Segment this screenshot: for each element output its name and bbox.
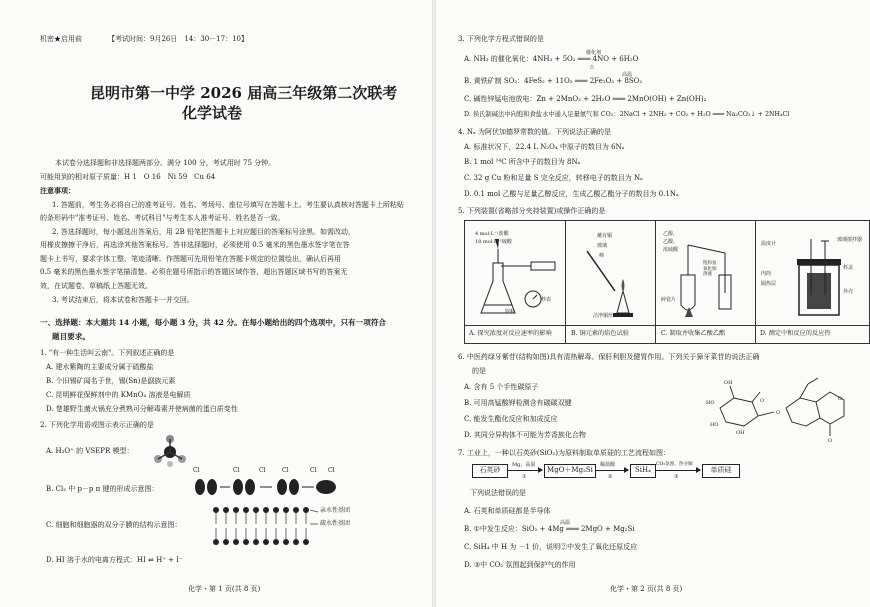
q6-stem: 6. 中医药绿牙紫苷(结构如图)具有清热解毒、保肝利胆及健胃作用。下列关于獐牙菜苷的说法正确 bbox=[458, 353, 760, 361]
q2-stem: 2. 下列化学用语或图示表示正确的是 bbox=[40, 421, 154, 429]
q5d-label-4: 内筒 bbox=[761, 271, 772, 277]
note-2b: 用橡皮擦擦干净后，再选涂其他答案标号。答非选择题时，必须使用 0.5 毫米的黑色墨水签字笔在答 bbox=[40, 241, 350, 249]
q4-stem: 4. Nₐ 为阿伏加德罗常数的值。下列说法正确的是 bbox=[458, 128, 611, 136]
q3-option-b: B. 黄铁矿制 SO₂：4FeS₂ + 11O₂ ═══ 2Fe₂O₃ + 8SO₂ bbox=[464, 77, 643, 85]
hydrophilic-label: 亲水性基团 bbox=[320, 507, 351, 514]
section-1-line-2: 题目要求。 bbox=[52, 332, 90, 341]
flow-step-3-num: ③ bbox=[674, 474, 679, 480]
q3-a-condition-bottom: △ bbox=[590, 64, 594, 70]
cl-label-4: Cl bbox=[282, 467, 289, 474]
q5d-label-3: 杯盖 bbox=[843, 265, 854, 271]
struct-label-oh-1: OH bbox=[724, 380, 733, 386]
intro-line-1: 本试卷分选择题和非选择题两部分。满分 100 分，考试用时 75 分钟。 bbox=[55, 159, 276, 167]
q2-option-c: C. 细胞和细胞器的双分子膜的结构示意图： bbox=[46, 521, 182, 529]
q5a-label-1: 4 mol·L⁻¹盐酸 bbox=[475, 231, 509, 237]
pi-bond-diagram bbox=[190, 472, 350, 498]
q1-option-a: A. 建水紫陶的主要成分属于硫酸盐 bbox=[46, 363, 154, 371]
q7-subheading: 下列说法错误的是 bbox=[470, 489, 526, 497]
flow-step-1-cond: Mg，高温 bbox=[512, 462, 536, 468]
q5c-label-5: 饱和氢氧化钠溶液 bbox=[703, 261, 717, 277]
struct-label-o-1: O bbox=[760, 398, 765, 404]
calorimeter-apparatus bbox=[781, 235, 865, 321]
q5d-label-2: 玻璃搅拌器 bbox=[837, 237, 863, 243]
footer-page-2: 化学・第 2 页(共 8 页) bbox=[610, 585, 683, 593]
q7-option-c: C. SiH₄ 中 H 为 －1 价，说明②中发生了氧化还原反应 bbox=[464, 543, 638, 551]
flow-step-2-cond: 稀盐酸 bbox=[600, 462, 616, 468]
q4-option-a: A. 标准状况下，22.4 L N₂O₄ 中原子的数目为 6Nₐ bbox=[464, 143, 625, 151]
q6-option-c: C. 能发生酯化反应和加成反应 bbox=[464, 415, 558, 423]
q4-option-c: C. 32 g Cu 粉和足量 S 完全反应，转移电子的数目为 Nₐ bbox=[464, 174, 643, 182]
q4-option-d: D. 0.1 mol 乙酸与足量乙醇反应，生成乙酸乙酯分子的数目为 0.1Nₐ bbox=[464, 190, 679, 198]
struct-label-oh-2: OH bbox=[736, 430, 745, 436]
flow-step-1-num: ① bbox=[522, 474, 527, 480]
q6-stem-cont: 的是 bbox=[472, 367, 486, 375]
q3-a-condition-top: 催化剂 bbox=[586, 50, 602, 56]
exam-subtitle: 化学试卷 bbox=[182, 104, 243, 122]
q5c-label-3: 浓硫酸 bbox=[663, 247, 679, 253]
q7-stem: 7. 工业上，一种以石英砂(SiO₂)为原料制取单质硅的工艺流程如图： bbox=[458, 449, 670, 457]
struct-label-o-4: O bbox=[828, 438, 833, 444]
q7-option-a: A. 石英和单质硅都是半导体 bbox=[464, 507, 551, 515]
q5-apparatus-table bbox=[464, 220, 870, 344]
q5a-label-2: 18 mol·L⁻¹硫酸 bbox=[475, 239, 512, 245]
q5d-label-5: 隔热层 bbox=[761, 281, 777, 287]
q2-option-a: A. H₃O⁺ 的 VSEPR 模型： bbox=[46, 447, 134, 455]
q3-stem: 3. 下列化学方程式错误的是 bbox=[458, 35, 544, 43]
cl-label-2: Cl bbox=[233, 467, 240, 474]
page-fold bbox=[432, 0, 436, 607]
q5a-label-3: 锌粒 bbox=[505, 309, 516, 315]
q7-b-condition: 高温 bbox=[560, 520, 571, 526]
note-1b: 的条形码中"准考证号、姓名、考试科目"与考生本人准考证号、姓名是否一致。 bbox=[40, 214, 285, 222]
note-3: 3. 考试结束后，将本试卷和答题卡一并交回。 bbox=[52, 296, 194, 304]
intro-line-2: 可能用到的相对原子质量：H 1 O 16 Ni 59 Cu 64 bbox=[40, 173, 216, 181]
flow-quartz-sand: 石英砂 bbox=[472, 464, 508, 478]
flow-arrow-3 bbox=[656, 470, 700, 471]
exam-time: 【考试时间：9月26日 14：30－17：10】 bbox=[108, 35, 248, 43]
notes-heading: 注意事项： bbox=[40, 186, 75, 195]
q5-caption-row bbox=[465, 325, 869, 326]
q5b-label-2: 玻璃 bbox=[597, 243, 608, 249]
note-1a: 1. 答题前，考生务必将自己的准考证号、姓名、考场号、座位号填写在答题卡上。考生要认真核对答题卡上所粘贴 bbox=[52, 201, 404, 209]
secret-mark: 机密★启用前 bbox=[40, 35, 82, 43]
right-page bbox=[440, 0, 870, 607]
q3-option-a: A. NH₃ 的催化氧化：4NH₃ + 5O₂ ═══ 4NO + 6H₂O bbox=[464, 55, 639, 63]
flow-sih4: SiH₄ bbox=[630, 464, 656, 478]
struct-label-o-3: O bbox=[838, 396, 843, 402]
flow-step-2-num: ② bbox=[608, 474, 613, 480]
q5a-label-4: 秒表 bbox=[541, 297, 552, 303]
note-2c: 题卡上书写，要求字体工整、笔迹清晰。作图题可先用铅笔在答题卡规定的位置绘出，确认后再用 bbox=[40, 255, 341, 263]
q5-caption-c: C. 制取并收集乙酸乙酯 bbox=[661, 330, 726, 337]
q5-caption-d: D. 测定中和反应的反应热 bbox=[760, 330, 831, 337]
note-2e: 效，在试题卷、草稿纸上答题无效。 bbox=[40, 282, 152, 290]
q3-option-d: D. 侯氏制碱法中向饱和食盐水中通入足量氨气和 CO₂：2NaCl + 2NH₃ + CO₂ + H₂O ═══ Na₂CO₃↓ + 2NH₄Cl bbox=[464, 111, 790, 118]
note-2d: 0.5 毫米的黑色墨水签字笔描清楚。必须在题号所指示的答题区域作答，超出答题区域书写的答案无 bbox=[40, 268, 348, 276]
cl-label-1: Cl bbox=[193, 467, 200, 474]
q5-caption-a: A. 探究浓度对反应速率的影响 bbox=[469, 330, 552, 337]
vsepr-model-diagram bbox=[150, 432, 190, 470]
q1-option-d: D. 楚雄野生菌火锅充分煮熟可分解毒素并使病菌的蛋白质变性 bbox=[46, 405, 238, 413]
cl-label-5: Cl bbox=[310, 467, 317, 474]
q7-option-b: B. ①中发生反应：SiO₂ + 4Mg ═══ 2MgO + Mg₂Si bbox=[464, 525, 635, 533]
q1-option-b: B. 个旧锡矿闻名于世，锡(Sn)是副族元素 bbox=[46, 377, 176, 385]
q3-b-condition: 高温 bbox=[622, 72, 633, 78]
q5c-label-2: 乙酸、 bbox=[663, 239, 679, 245]
q6-option-d: D. 其同分异构体不可能为芳香族化合物 bbox=[464, 431, 586, 439]
q5d-label-6: 外壳 bbox=[843, 289, 854, 295]
q5b-label-1: 蘸有铜 bbox=[597, 233, 613, 239]
flow-silicon: 单质硅 bbox=[702, 464, 740, 478]
q1-option-c: C. 昆明鲜花保鲜剂中的 KMnO₄ 溶液是电解质 bbox=[46, 391, 191, 399]
q5-stem: 5. 下列装置(省略部分夹持装置)或操作正确的是 bbox=[458, 207, 606, 215]
hydrophobic-label: 疏水性基团 bbox=[320, 520, 351, 527]
q3-option-c: C. 碱性锌锰电池放电：Zn + 2MnO₂ + 2H₂O ═══ 2MnO(OH) + Zn(OH)₂ bbox=[464, 95, 707, 103]
cl-label-3: Cl bbox=[259, 467, 266, 474]
q5b-label-4: 洁净铜丝 bbox=[593, 313, 614, 319]
q2-option-b: B. Cl₂ 中 p－p π 键的形成示意图： bbox=[46, 485, 159, 493]
q2-option-d: D. HI 溶于水的电离方程式：HI ⇌ H⁺ + I⁻ bbox=[46, 556, 183, 564]
flow-mgo-mg2si: MgO＋Mg₂Si bbox=[544, 464, 596, 478]
q4-option-b: B. 1 mol ¹⁴C 所含中子的数目为 8Nₐ bbox=[464, 158, 581, 166]
footer-page-1: 化学・第 1 页(共 8 页) bbox=[188, 585, 261, 593]
q1-stem: 1. "有一种生活叫云南"。下列叙述正确的是 bbox=[40, 349, 175, 357]
q7-option-d: D. ③中 CO₂ 氛围起到保护气的作用 bbox=[464, 561, 576, 569]
flow-arrow-2 bbox=[596, 470, 628, 471]
q6-option-b: B. 可用高锰酸钾检测含有碳碳双键 bbox=[464, 399, 572, 407]
cl-label-6: Cl bbox=[328, 467, 335, 474]
note-2a: 2. 答选择题时，每小题选出答案后，用 2B 铅笔把答题卡上对应题目的答案标号涂黑。如需改动， bbox=[52, 228, 355, 236]
struct-label-ho-1: HO bbox=[706, 400, 715, 406]
q6-option-a: A. 含有 5 个手性碳原子 bbox=[464, 383, 539, 391]
flow-step-3-cond: CO₂氛围，热分解 bbox=[656, 462, 693, 467]
flow-arrow-1 bbox=[508, 470, 542, 471]
struct-label-o-2: O bbox=[776, 410, 781, 416]
section-1-line-1: 一、选择题：本大题共 14 小题，每小题 3 分，共 42 分。在每小题给出的四个选项中，只有一项符合 bbox=[40, 318, 387, 327]
q5d-label-1: 温度计 bbox=[761, 241, 777, 247]
q5c-label-1: 乙醇、 bbox=[663, 231, 679, 237]
flame-test-apparatus bbox=[575, 241, 649, 321]
left-page bbox=[0, 0, 430, 607]
q5c-label-4: 碎瓷片 bbox=[661, 297, 677, 303]
exam-title: 昆明市第一中学 2026 届高三年级第二次联考 bbox=[90, 84, 398, 102]
q5-caption-b: B. 铜元素的焰色试验 bbox=[571, 330, 629, 337]
struct-label-ho-2: HO bbox=[710, 422, 719, 428]
q5b-label-3: 棒 bbox=[599, 253, 605, 259]
